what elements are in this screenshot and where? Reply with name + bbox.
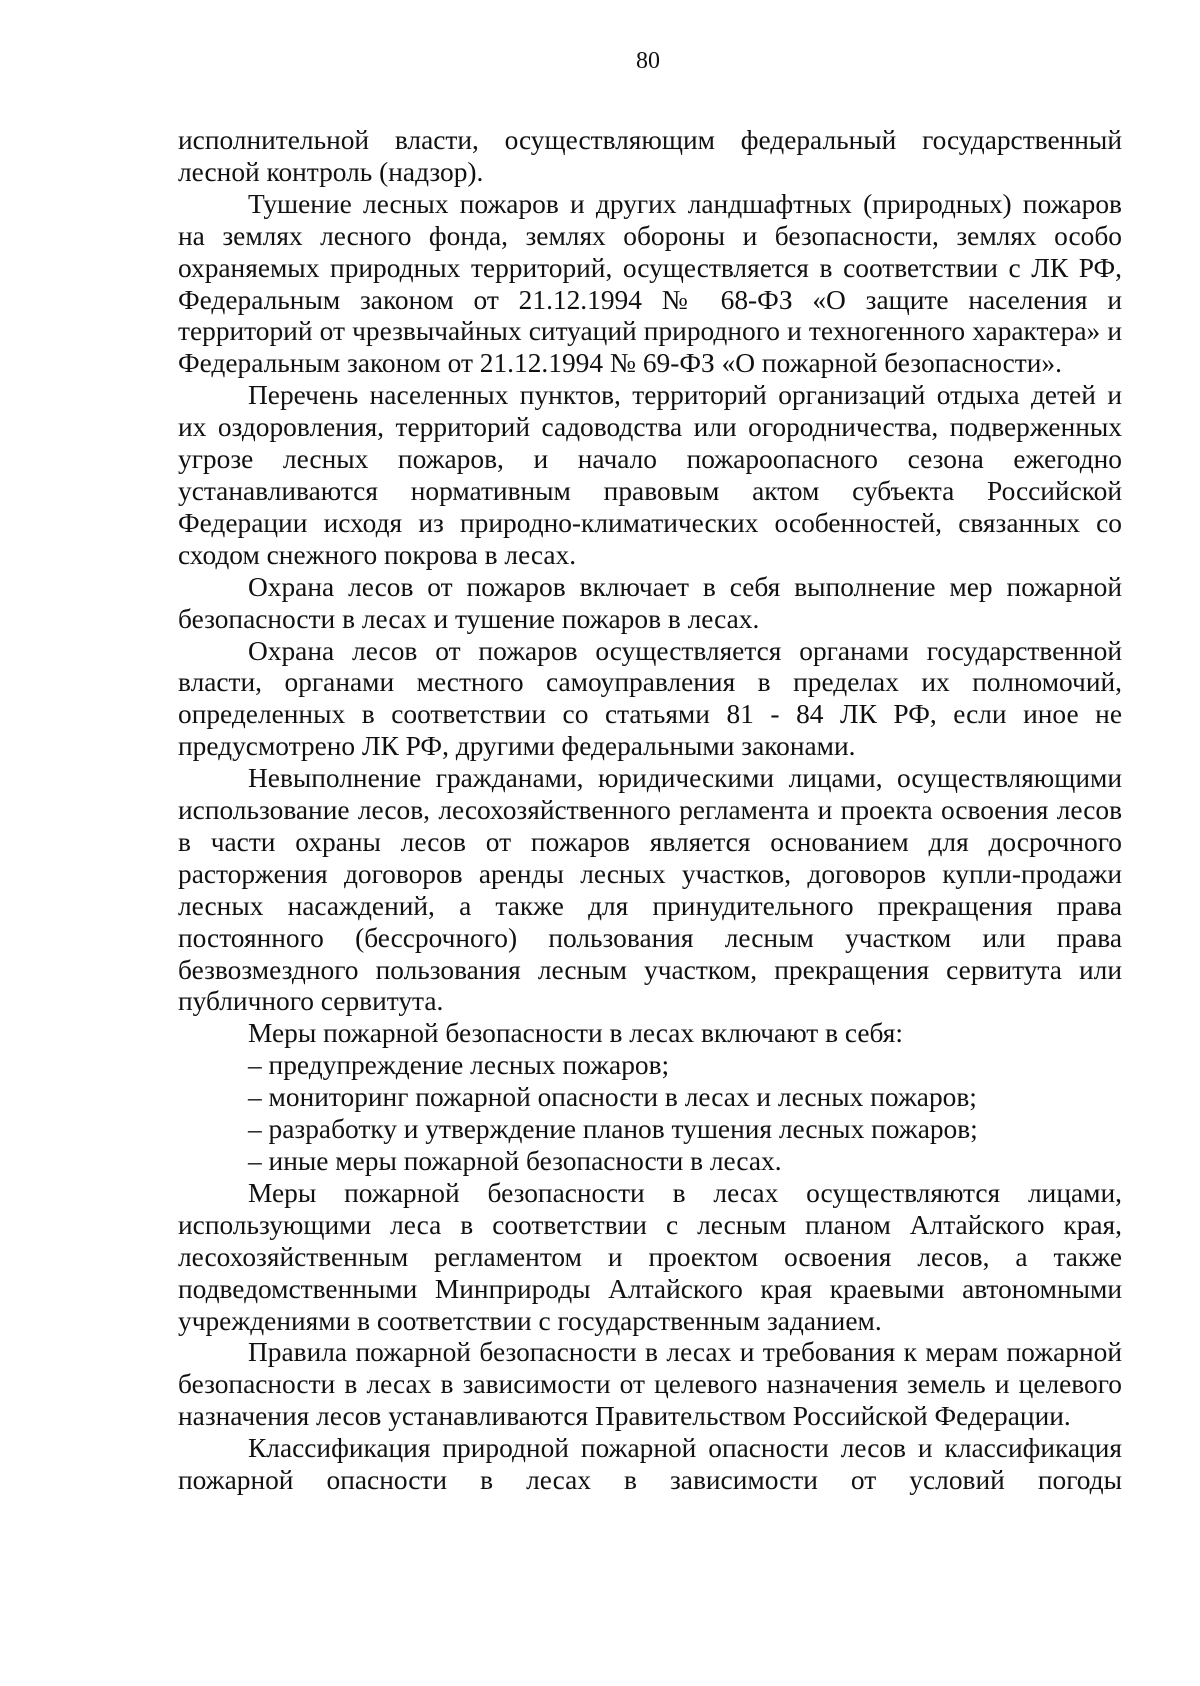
paragraph-fire-suppression: Тушение лесных пожаров и других ландшафтных (природных) пожаров на землях лесного фонда, землях обороны и безопасности, землях особо охраняемых природных территорий, осуществляется в соответствии с ЛК РФ, Федеральным законом от 21.12.1994 № 68-ФЗ «О защите населения и территорий от чрезвычайных ситуаций природного и техногенного характера» и Федеральным законом от 21.12.1994 № 69-ФЗ «О пожарной безопасности». xyxy=(178,188,1122,379)
document-body xyxy=(178,125,1122,1497)
paragraph-forest-protection: Охрана лесов от пожаров включает в себя выполнение мер пожарной безопасности в лесах и тушение пожаров в лесах. xyxy=(178,571,1122,634)
list-item: – предупреждение лесных пожаров; xyxy=(248,1050,670,1081)
paragraph-noncompliance: Невыполнение гражданами, юридическими лицами, осуществляющими использование лесов, лесохозяйственного регламента и проекта освоения лесов в части охраны лесов от пожаров является основанием для досрочного расторжения договоров аренды лесных участков, договоров купли-продажи лесных насаждений, а также для принудительного прекращения права постоянного (бессрочного) пользования лесным участком или права безвозмездного пользования лесным участком, прекращения сервитута или публичного сервитута. xyxy=(178,763,1122,1017)
paragraph-settlements-list: Перечень населенных пунктов, территорий организаций отдыха детей и их оздоровления, территорий садоводства или огородничества, подверженных угрозе лесных пожаров, и начало пожароопасного сезона ежегодно устанавливаются нормативным правовым актом субъекта Российской Федерации исходя из природно-климатических особенностей, связанных со сходом снежного покрова в лесах. xyxy=(178,380,1122,570)
measures-list xyxy=(178,1050,1122,1178)
list-item: – иные меры пожарной безопасности в лесах. xyxy=(248,1146,782,1176)
page-number: 80 xyxy=(636,48,660,74)
paragraph-continuation: исполнительной власти, осуществляющим федеральный государственный лесной контроль (надзор). xyxy=(178,125,1122,187)
paragraph-measures-intro: Меры пожарной безопасности в лесах включают в себя: xyxy=(248,1018,904,1049)
list-item: – мониторинг пожарной опасности в лесах и лесных пожаров; xyxy=(248,1082,977,1113)
paragraph-measures-executors: Меры пожарной безопасности в лесах осуществляются лицами, использующими леса в соответствии с лесным планом Алтайского края, лесохозяйственным регламентом и проектом освоения лесов, а также подведомственными Минприроды Алтайского края краевыми автономными учреждениями в соответствии с государственным заданием. xyxy=(178,1177,1122,1336)
paragraph-classification: Классификация природной пожарной опасности лесов и классификация пожарной опасности в лесах в зависимости от условий погоды xyxy=(178,1433,1122,1496)
paragraph-fire-safety-rules: Правила пожарной безопасности в лесах и требования к мерам пожарной безопасности в лесах в зависимости от целевого назначения земель и целевого назначения лесов устанавливаются Правительством Российской Федерации. xyxy=(178,1337,1122,1432)
paragraph-protection-authorities: Охрана лесов от пожаров осуществляется органами государственной власти, органами местного самоуправления в пределах их полномочий, определенных в соответствии со статьями 81 - 84 ЛК РФ, если иное не предусмотрено ЛК РФ, другими федеральными законами. xyxy=(178,635,1122,762)
list-item: – разработку и утверждение планов тушения лесных пожаров; xyxy=(248,1114,978,1145)
